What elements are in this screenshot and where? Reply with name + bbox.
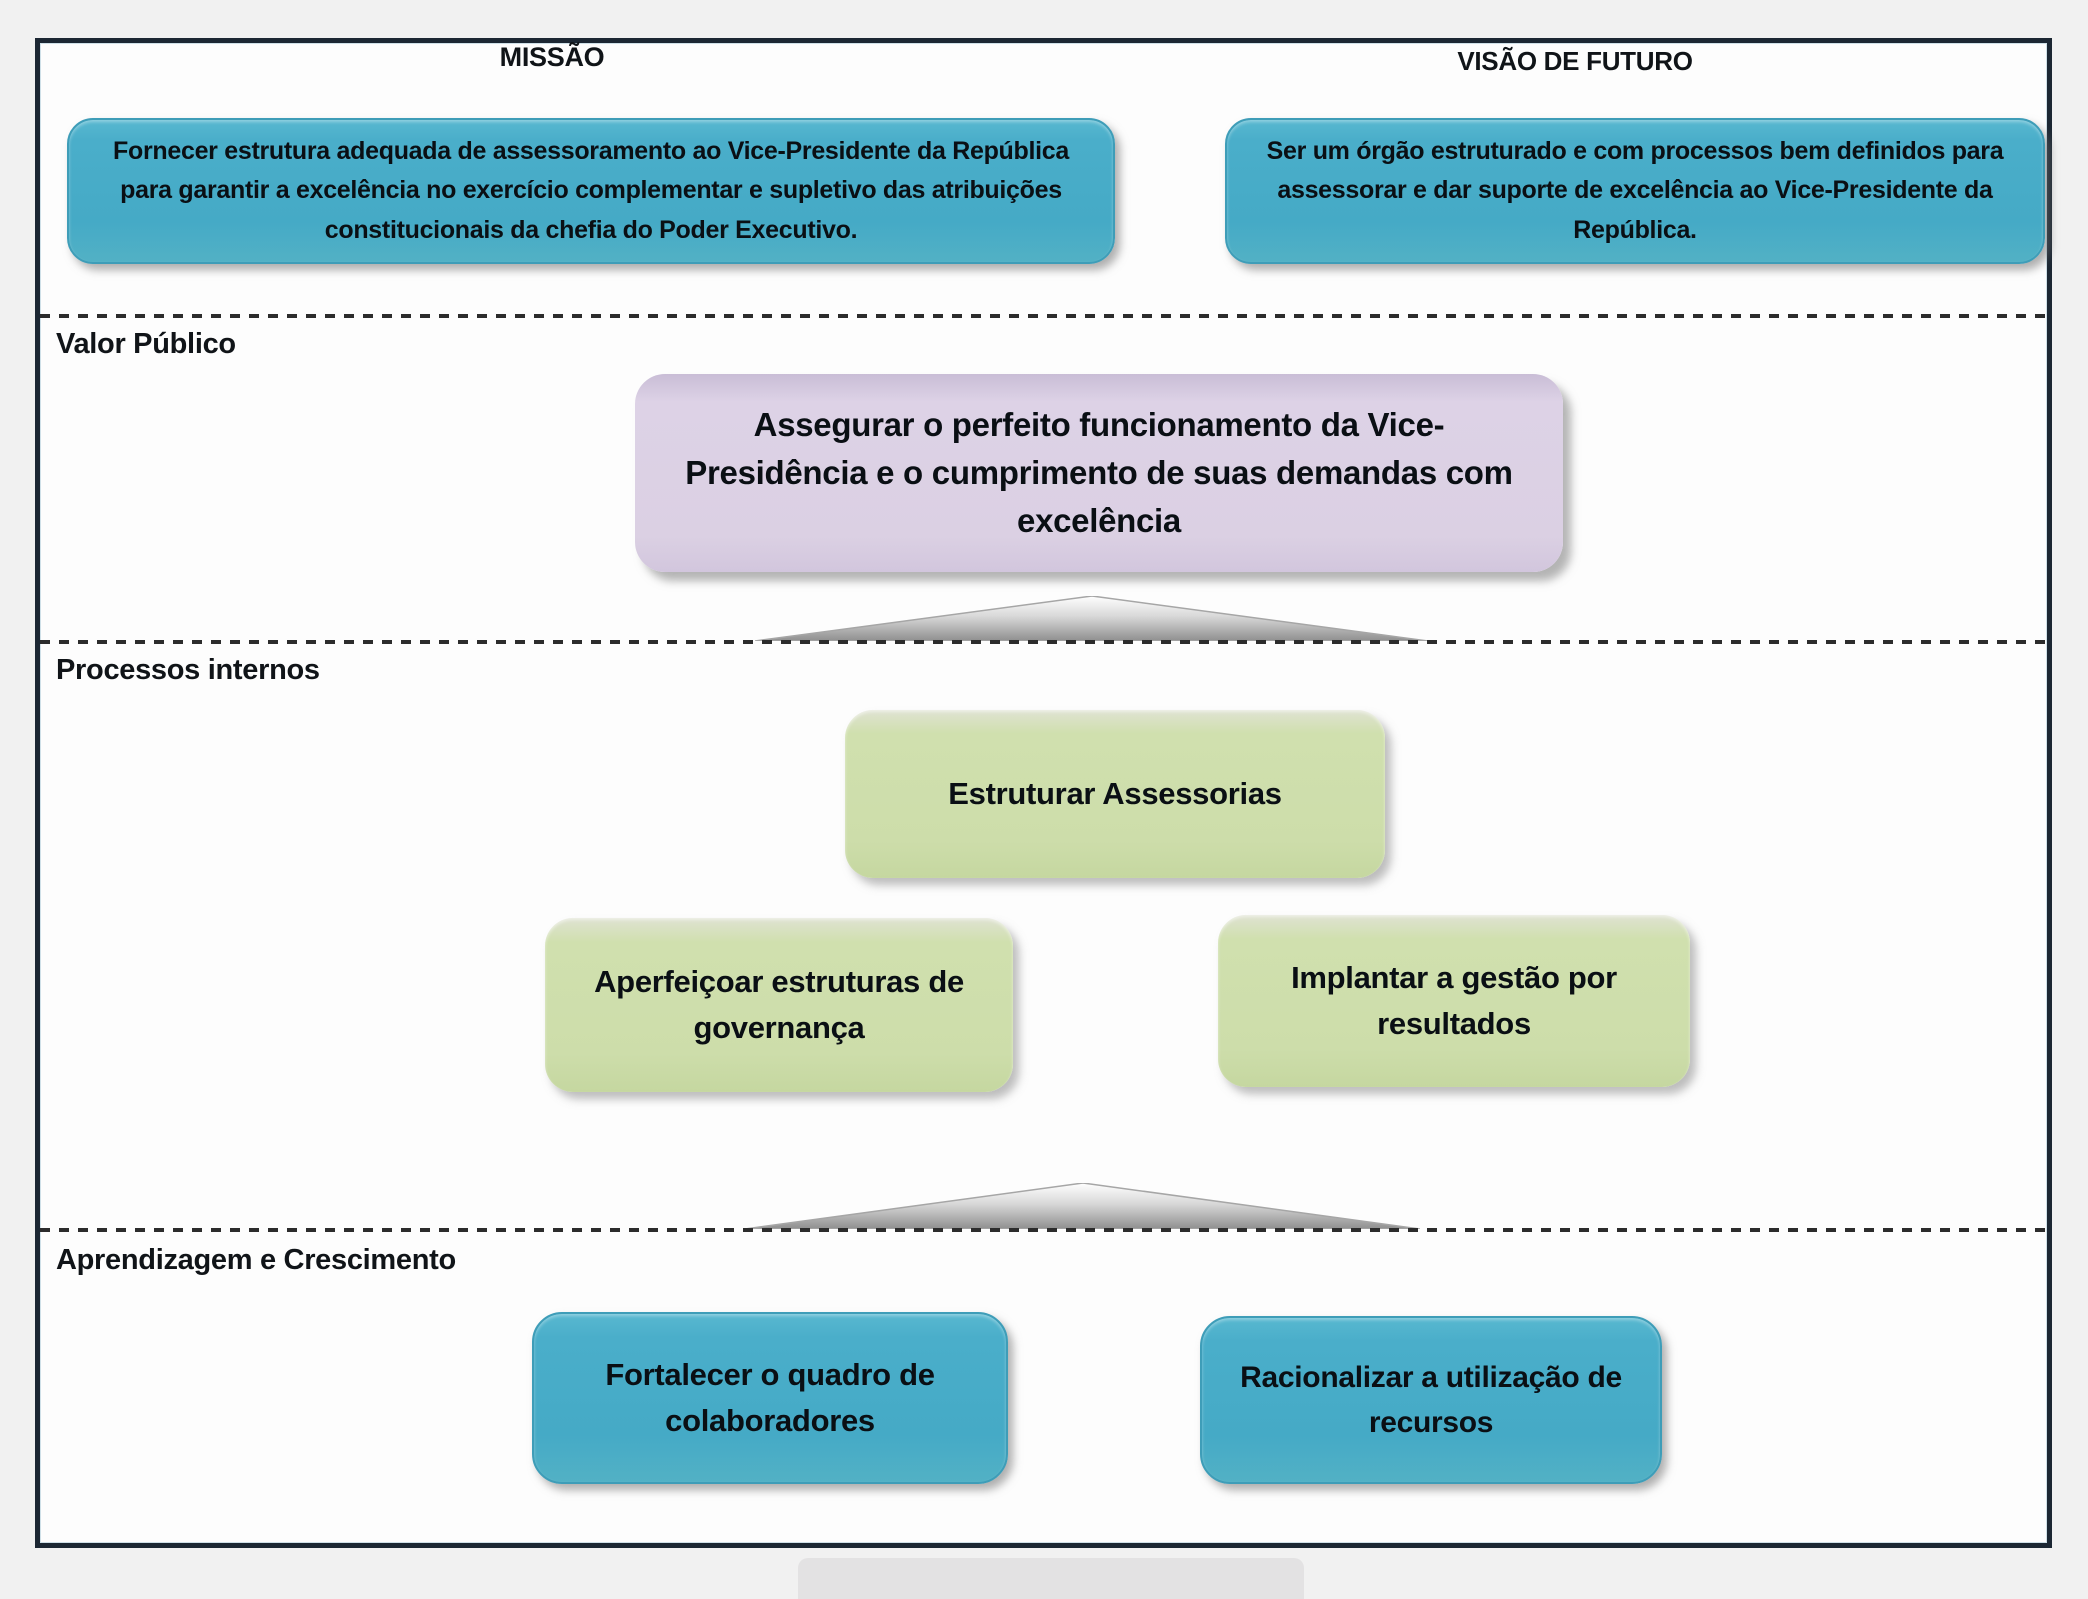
- objective-box-text: Aperfeiçoar estruturas de governança: [594, 963, 964, 1045]
- objective-box-estruturar-assessorias: [845, 710, 1385, 878]
- objective-box-text: Implantar a gestão por resultados: [1291, 959, 1617, 1041]
- objective-box-text: Fortalecer o quadro de colaboradores: [605, 1356, 935, 1438]
- mission-box-text: Fornecer estrutura adequada de assessoramento ao Vice-Presidente da República para garantir a excelência no exercício complementar e supletivo das atribuições constitucionais da chefia do Poder Executivo.: [113, 136, 1069, 244]
- objective-box-text: Estruturar Assessorias: [948, 775, 1282, 811]
- objective-box-aperfeicoar-governanca: [545, 918, 1013, 1092]
- objective-box-valor-publico: [635, 374, 1563, 572]
- section-label-aprendizagem-crescimento: Aprendizagem e Crescimento: [56, 1244, 456, 1276]
- objective-box-fortalecer-colaboradores: [532, 1312, 1008, 1484]
- mission-title: MISSÃO: [499, 42, 605, 72]
- up-arrow-triangle-icon: [745, 1183, 1420, 1229]
- section-label-valor-publico: Valor Público: [56, 328, 236, 360]
- section-label-processos-internos: Processos internos: [56, 654, 320, 686]
- section-divider: [40, 640, 2048, 644]
- objective-box-implantar-gestao: [1218, 915, 1690, 1087]
- vision-box: [1225, 118, 2045, 264]
- objective-box-racionalizar-recursos: [1200, 1316, 1662, 1484]
- vision-title: VISÃO DE FUTURO: [1457, 46, 1693, 76]
- bottom-gray-artifact: [798, 1558, 1304, 1599]
- objective-box-text: Assegurar o perfeito funcionamento da Vice-Presidência e o cumprimento de suas demandas com excelência: [685, 405, 1513, 540]
- objective-box-text: Racionalizar a utilização de recursos: [1240, 1361, 1622, 1439]
- vision-box-text: Ser um órgão estruturado e com processos bem definidos para assessorar e dar suporte de excelência ao Vice-Presidente da República.: [1266, 136, 2004, 244]
- mission-box: [67, 118, 1115, 264]
- section-divider: [40, 314, 2048, 318]
- section-divider: [40, 1228, 2048, 1232]
- up-arrow-triangle-icon: [755, 596, 1428, 641]
